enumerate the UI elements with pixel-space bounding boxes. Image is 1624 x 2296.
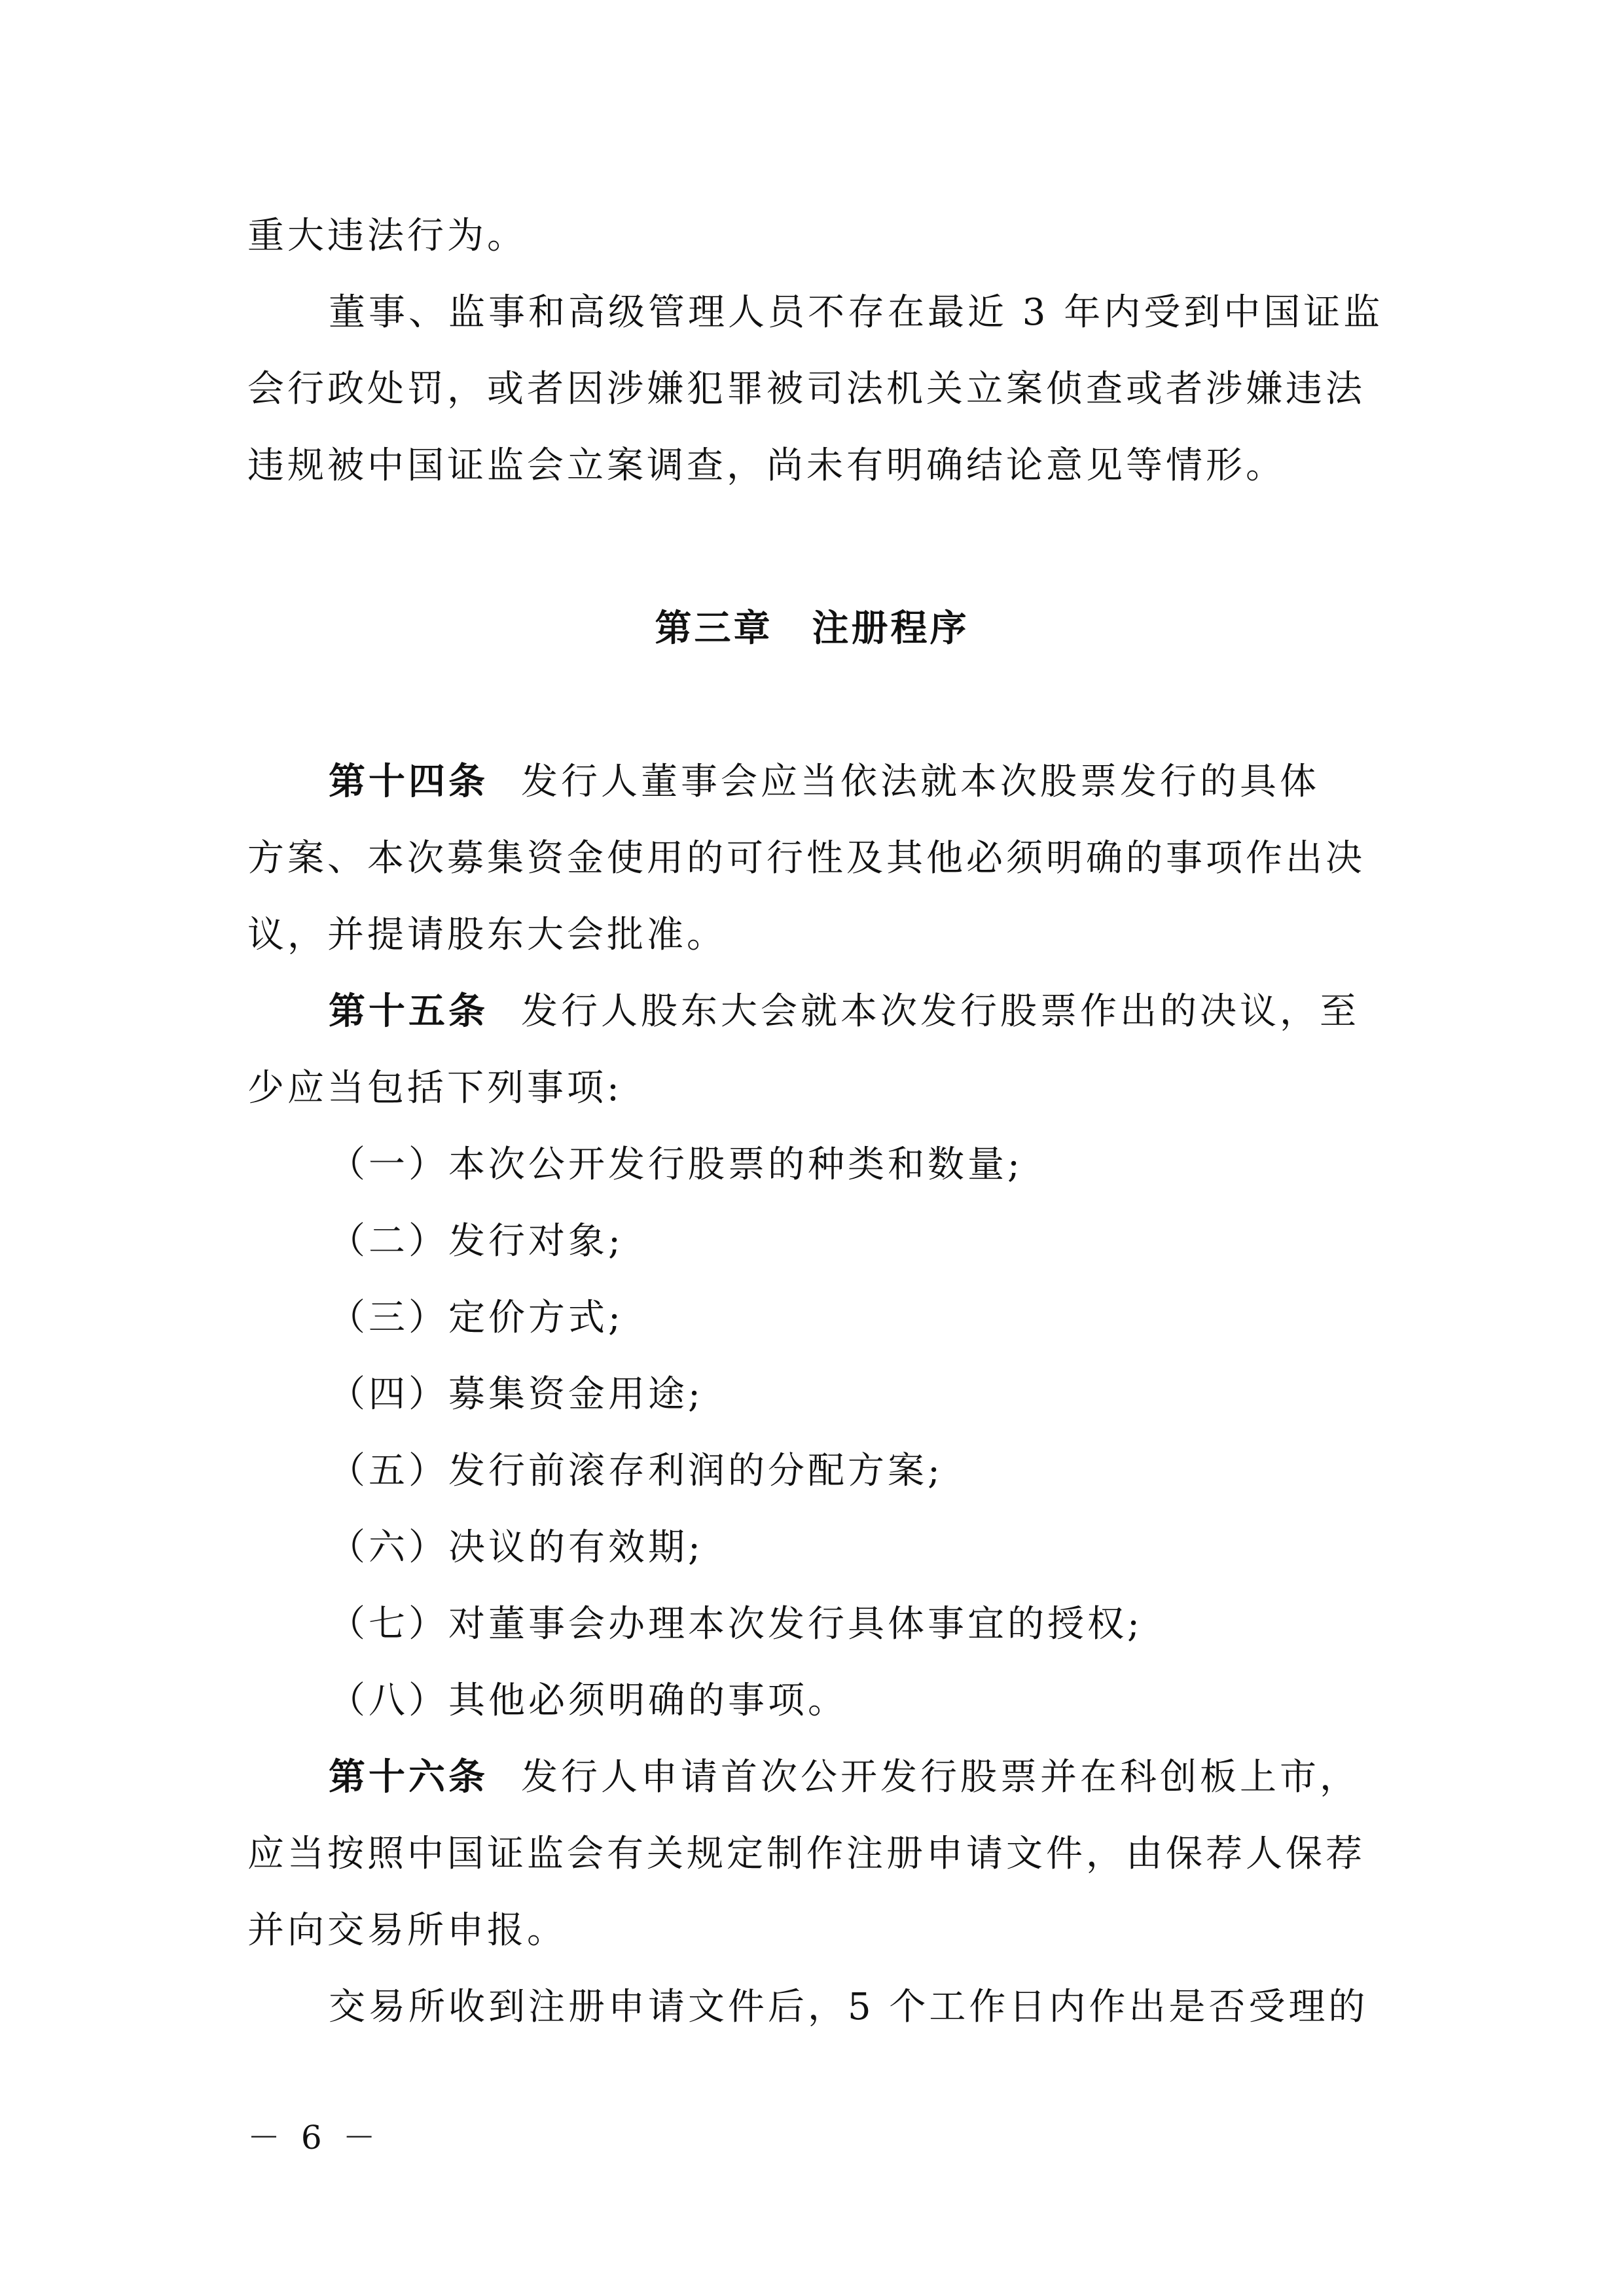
chapter-title: 注册程序 bbox=[812, 607, 969, 650]
text-line: 方案、本次募集资金使用的可行性及其他必须明确的事项作出决 bbox=[247, 837, 1365, 880]
text-line: 交易所收到注册申请文件后，5 个工作日内作出是否受理的 bbox=[329, 1986, 1369, 2028]
chapter-heading bbox=[0, 590, 1624, 667]
list-item: （四）募集资金用途; bbox=[329, 1373, 704, 1416]
list-item: （二）发行对象; bbox=[329, 1220, 624, 1263]
list-item: （三）定价方式; bbox=[329, 1297, 624, 1339]
article-text: 发行人董事会应当依法就本次股票发行的具体 bbox=[521, 761, 1320, 803]
text-line: 少应当包括下列事项: bbox=[247, 1067, 623, 1109]
list-item: （七）对董事会办理本次发行具体事宜的授权; bbox=[329, 1603, 1143, 1645]
article-15 bbox=[247, 973, 1380, 1739]
text-line: 重大违法行为。 bbox=[247, 215, 527, 257]
text-line: 应当按照中国证监会有关规定制作注册申请文件，由保荐人保荐 bbox=[247, 1833, 1365, 1875]
article-text: 发行人股东大会就本次发行股票作出的决议，至 bbox=[521, 990, 1360, 1033]
text-line: 议，并提请股东大会批准。 bbox=[247, 914, 727, 956]
text-line bbox=[247, 973, 1380, 1050]
text-line: 会行政处罚，或者因涉嫌犯罪被司法机关立案侦查或者涉嫌违法 bbox=[247, 368, 1365, 410]
chapter-number: 第三章 bbox=[655, 607, 773, 650]
list-item: （一）本次公开发行股票的种类和数量; bbox=[329, 1143, 1023, 1186]
page-number: － 6 － bbox=[247, 2119, 381, 2157]
list-item: （八）其他必须明确的事项。 bbox=[329, 1679, 848, 1722]
list-item: （六）决议的有效期; bbox=[329, 1526, 704, 1569]
preceding-text-block bbox=[247, 198, 1384, 504]
article-label: 第十五条 bbox=[329, 990, 488, 1033]
text-line: 并向交易所申报。 bbox=[247, 1909, 567, 1952]
text-line bbox=[247, 1739, 1380, 1816]
article-text: 发行人申请首次公开发行股票并在科创板上市， bbox=[521, 1756, 1360, 1799]
list-item: （五）发行前滚存利润的分配方案; bbox=[329, 1450, 943, 1492]
article-label: 第十四条 bbox=[329, 761, 488, 803]
article-14 bbox=[247, 744, 1380, 973]
article-label: 第十六条 bbox=[329, 1756, 488, 1799]
text-line bbox=[247, 744, 1380, 820]
text-line: 违规被中国证监会立案调查，尚未有明确结论意见等情形。 bbox=[247, 444, 1286, 487]
text-line: 董事、监事和高级管理人员不存在最近 3 年内受到中国证监 bbox=[329, 291, 1384, 334]
article-16 bbox=[247, 1739, 1380, 2045]
